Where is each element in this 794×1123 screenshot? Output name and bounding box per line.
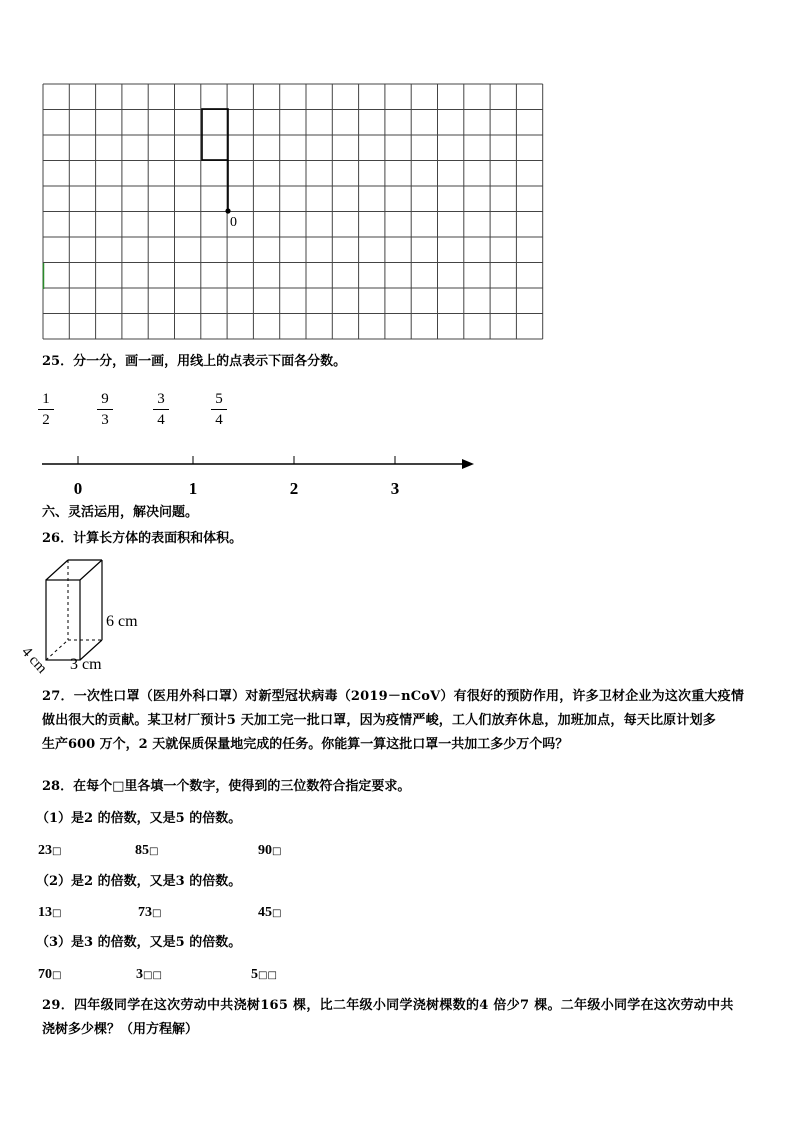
fraction-2-numerator: 9 <box>101 391 109 407</box>
answer-box[interactable]: □ <box>52 846 62 857</box>
q28-item-number: 23 <box>38 843 52 858</box>
fraction-2-denominator: 3 <box>101 412 109 428</box>
answer-box[interactable]: □□ <box>143 970 162 981</box>
fraction-3 <box>151 391 171 428</box>
q28-item-number: 73 <box>138 905 152 920</box>
q28-part-1-item-3 <box>258 843 281 859</box>
question-27-line-3: 生产600 万个，2 天就保质保量地完成的任务。你能算一算这批口罩一共加工多少万个吗？ <box>42 737 569 752</box>
fraction-4-denominator: 4 <box>215 412 223 428</box>
axis-label-2: 2 <box>289 479 299 498</box>
question-26: 26．计算长方体的表面积和体积。 <box>42 531 243 546</box>
q28-part-1-item-2 <box>135 843 158 859</box>
question-27 <box>42 685 758 757</box>
question-25: 25．分一分，画一画，用线上的点表示下面各分数。 <box>42 354 347 369</box>
q28-part-3-item-3 <box>251 967 277 983</box>
answer-box[interactable]: □ <box>152 908 162 919</box>
fraction-bar <box>38 409 54 410</box>
q28-item-number: 70 <box>38 967 52 982</box>
q28-part-3-item-1 <box>38 967 61 983</box>
question-28: 28．在每个□里各填一个数字，使得到的三位数符合指定要求。 <box>42 779 411 794</box>
cuboid-depth-label: 4 cm <box>18 644 50 677</box>
fraction-1-denominator: 2 <box>42 412 50 428</box>
fraction-bar <box>97 409 113 410</box>
question-27-line-2: 做出很大的贡献。某卫材厂预计5 天加工完一批口罩，因为疫情严峻，工人们放弃休息，加班加点，每天比原计划多 <box>42 713 716 728</box>
cuboid-top-right-edge <box>80 560 102 580</box>
q28-item-number: 85 <box>135 843 149 858</box>
fraction-4-numerator: 5 <box>215 391 223 407</box>
answer-box[interactable]: □ <box>52 908 62 919</box>
cuboid-top-left-edge <box>46 560 68 580</box>
q28-item-number: 3 <box>136 967 143 982</box>
q28-item-number: 13 <box>38 905 52 920</box>
fraction-1-numerator: 1 <box>42 391 50 407</box>
fraction-bar <box>153 409 169 410</box>
q28-item-number: 45 <box>258 905 272 920</box>
fraction-3-denominator: 4 <box>157 412 165 428</box>
fraction-4 <box>209 391 229 428</box>
number-line-arrow <box>462 459 474 469</box>
fraction-3-numerator: 3 <box>157 391 165 407</box>
grid-lines <box>43 84 543 339</box>
coordinate-grid <box>42 83 546 341</box>
question-29 <box>42 994 758 1042</box>
axis-label-0: 0 <box>73 479 83 498</box>
grid-origin-label: 0 <box>230 215 237 230</box>
answer-box[interactable]: □ <box>272 846 282 857</box>
question-29-line-1: 29．四年级同学在这次劳动中共浇树165 棵，比二年级小同学浇树棵数的4 倍少7 棵。二年级小同学在这次劳动中共 <box>42 998 734 1013</box>
answer-box[interactable]: □□ <box>258 970 277 981</box>
axis-label-3: 3 <box>390 479 400 498</box>
answer-box[interactable]: □ <box>272 908 282 919</box>
fraction-2 <box>95 391 115 428</box>
q28-part-3-label: （3）是3 的倍数，又是5 的倍数。 <box>36 935 242 950</box>
answer-box[interactable]: □ <box>149 846 159 857</box>
q28-part-2-item-3 <box>258 905 281 921</box>
fraction-1 <box>36 391 56 428</box>
q28-part-1-item-1 <box>38 843 61 859</box>
question-29-line-2: 浇树多少棵？（用方程解） <box>42 1022 199 1037</box>
q28-part-1-label: （1）是2 的倍数，又是5 的倍数。 <box>36 811 242 826</box>
q28-part-2-item-2 <box>138 905 161 921</box>
question-27-line-1: 27．一次性口罩（医用外科口罩）对新型冠状病毒（2019－nCoV）有很好的预防作用，许多卫材企业为这次重大疫情 <box>42 689 745 704</box>
answer-box[interactable]: □ <box>52 970 62 981</box>
cuboid-hidden-depth <box>46 640 68 660</box>
number-line <box>40 452 480 476</box>
q28-part-2-item-1 <box>38 905 61 921</box>
q28-part-2-label: （2）是2 的倍数，又是3 的倍数。 <box>36 874 242 889</box>
cuboid-front-face <box>46 580 80 660</box>
section-6-title: 六、灵活运用，解决问题。 <box>42 505 199 520</box>
q28-item-number: 5 <box>251 967 258 982</box>
cuboid-width-label: 3 cm <box>70 656 102 673</box>
axis-label-1: 1 <box>188 479 198 498</box>
cuboid-height-label: 6 cm <box>106 613 138 630</box>
grid-point-o <box>225 208 230 213</box>
fraction-bar <box>211 409 227 410</box>
q28-item-number: 90 <box>258 843 272 858</box>
q28-part-3-item-2 <box>136 967 162 983</box>
